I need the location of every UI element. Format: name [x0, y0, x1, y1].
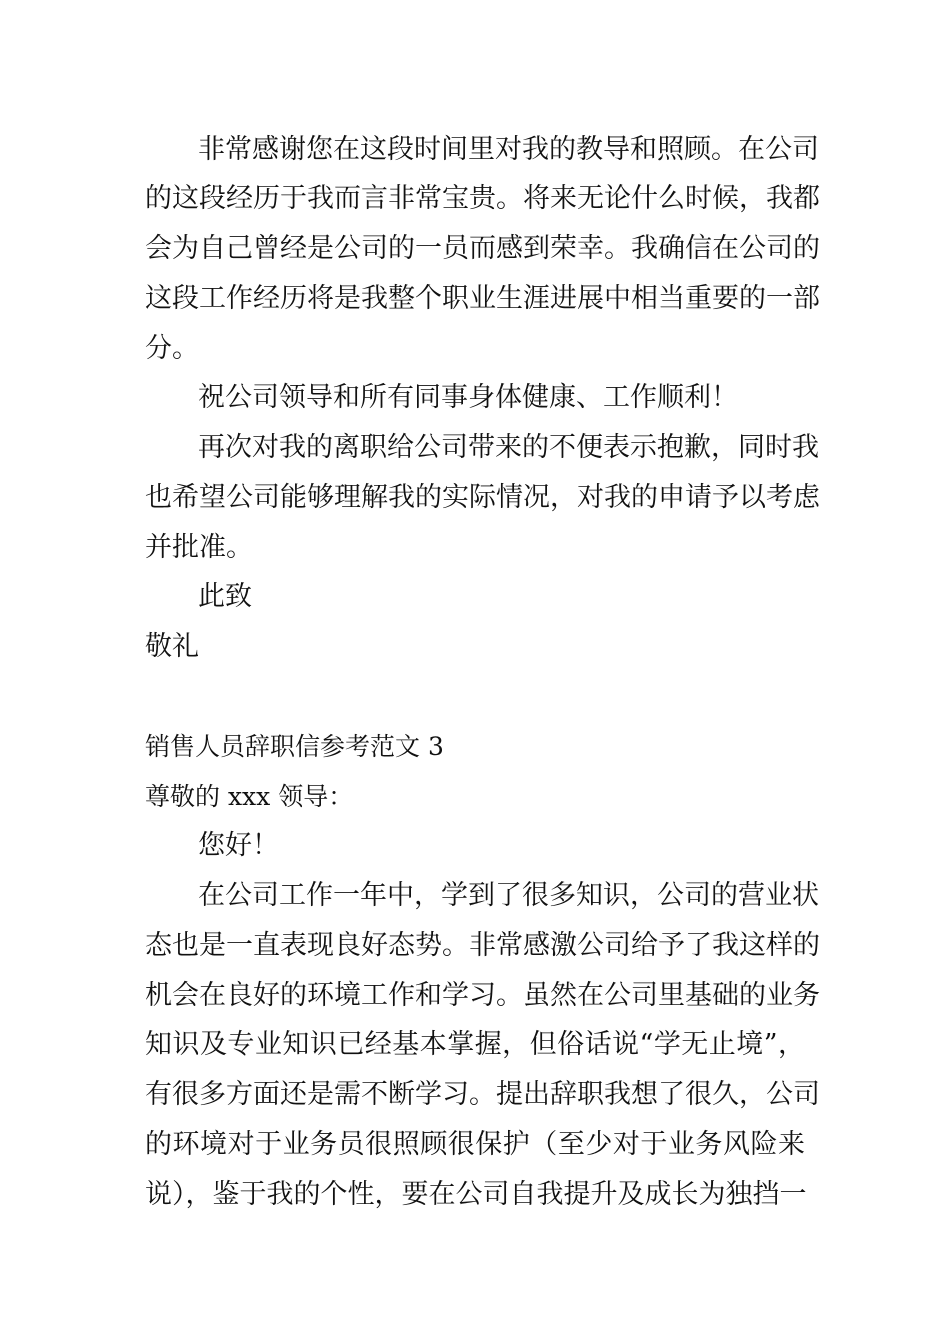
paragraph-line: 的这段经历于我而言非常宝贵。将来无论什么时候，我都	[145, 183, 820, 214]
paragraph-line: 会为自己曾经是公司的一员而感到荣幸。我确信在公司的	[145, 233, 820, 264]
paragraph-line: 知识及专业知识已经基本掌握，但俗话说“学无止境”，	[145, 1029, 805, 1060]
salutation-line: 尊敬的 xxx 领导：	[145, 782, 354, 811]
paragraph-line: 在公司工作一年中，学到了很多知识，公司的营业状	[198, 880, 819, 911]
wishes-line: 祝公司领导和所有同事身体健康、工作顺利！	[198, 382, 738, 413]
paragraph-line: 的环境对于业务员很照顾很保护（至少对于业务风险来	[145, 1129, 805, 1160]
closing-line: 此致	[198, 581, 252, 612]
paragraph-line: 态也是一直表现良好态势。非常感激公司给予了我这样的	[145, 930, 820, 961]
paragraph-line: 机会在良好的环境工作和学习。虽然在公司里基础的业务	[145, 980, 820, 1011]
paragraph-line: 说），鉴于我的个性，要在公司自我提升及成长为独挡一	[145, 1179, 807, 1210]
letter-title: 销售人员辞职信参考范文 3	[145, 732, 444, 761]
regards-line: 敬礼	[145, 631, 199, 662]
paragraph-line: 再次对我的离职给公司带来的不便表示抱歉，同时我	[198, 432, 819, 463]
paragraph-line: 并批准。	[145, 532, 253, 563]
paragraph-line: 有很多方面还是需不断学习。提出辞职我想了很久，公司	[145, 1079, 820, 1110]
paragraph-line: 非常感谢您在这段时间里对我的教导和照顾。在公司	[198, 134, 819, 165]
paragraph-line: 分。	[145, 333, 199, 364]
greeting-line: 您好！	[198, 830, 279, 861]
paragraph-line: 这段工作经历将是我整个职业生涯进展中相当重要的一部	[145, 283, 820, 314]
paragraph-line: 也希望公司能够理解我的实际情况，对我的申请予以考虑	[145, 482, 820, 513]
